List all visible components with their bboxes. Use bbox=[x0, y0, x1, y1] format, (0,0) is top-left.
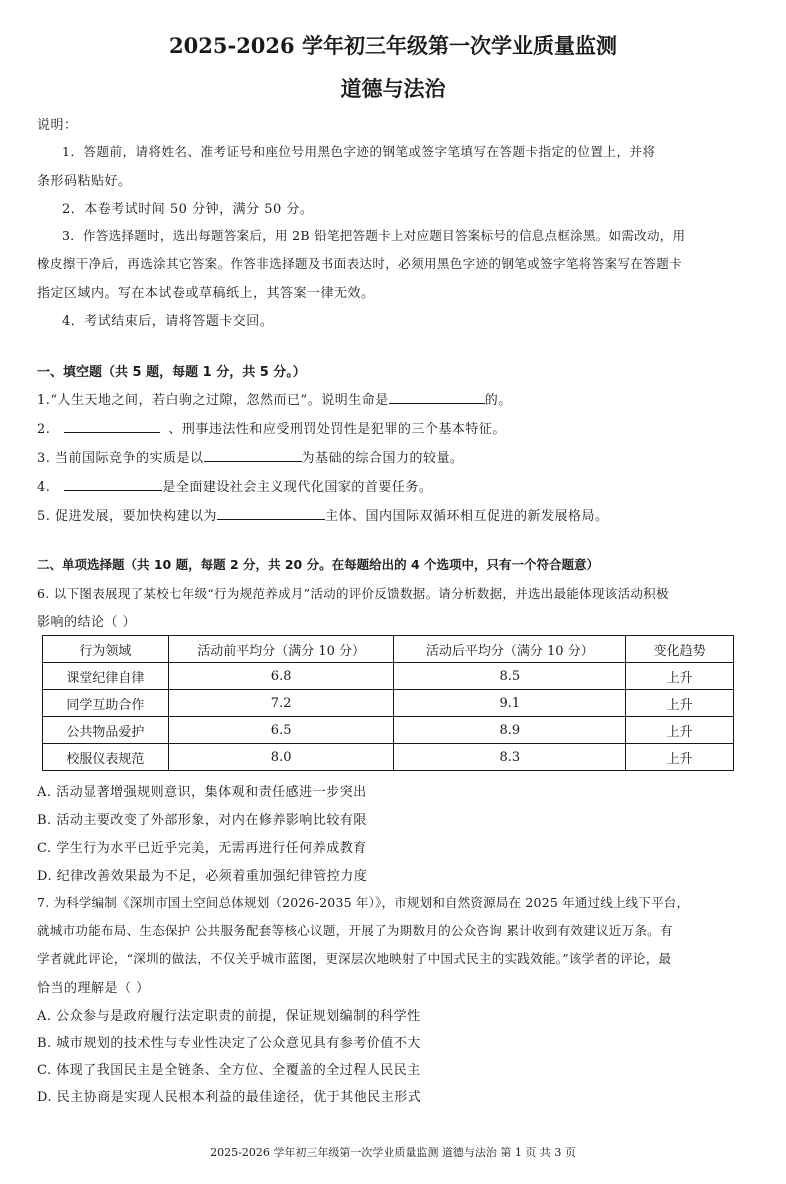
q6-option-c: C. 学生行为水平已近乎完美，无需再进行任何养成教育 bbox=[37, 841, 367, 856]
table-row bbox=[43, 717, 734, 744]
q7-option-d: D. 民主协商是实现人民根本利益的最佳途径，优于其他民主形式 bbox=[37, 1090, 422, 1105]
q7-option-c: C. 体现了我国民主是全链条、全方位、全覆盖的全过程人民民主 bbox=[37, 1063, 421, 1078]
q7-stem: 学者就此评论，“深圳的做法，不仅关乎城市蓝图，更深层次地映射了中国式民主的实践效能。”该学者的评论，最 bbox=[37, 951, 672, 966]
instruction-line: 指定区域内。写在本试卷或草稿纸上，其答案一律无效。 bbox=[37, 286, 375, 301]
q6-stem: 影响的结论（ ） bbox=[37, 615, 137, 630]
table-cell: 上升 bbox=[626, 663, 734, 690]
table-cell: 8.9 bbox=[394, 717, 626, 744]
q5-text-post: 主体、国内国际双循环相互促进的新发展格局。 bbox=[325, 509, 609, 524]
evaluation-table bbox=[42, 635, 734, 771]
question-2 bbox=[37, 418, 506, 437]
table-header-cell: 行为领域 bbox=[43, 636, 169, 663]
q7-stem: 就城市功能布局、生态保护 公共服务配套等核心议题，开展了为期数月的公众咨询 累计收到有效建议近万条。有 bbox=[37, 923, 673, 938]
table-cell: 9.1 bbox=[394, 690, 626, 717]
answer-blank bbox=[217, 507, 325, 520]
q7-stem: 7. 为科学编制《深圳市国土空间总体规划（2026-2035 年）》，市规划和自然资源局在 2025 年通过线上线下平台， bbox=[37, 895, 690, 910]
answer-blank bbox=[64, 478, 162, 491]
table-cell: 8.0 bbox=[168, 744, 394, 771]
instruction-line: 1．答题前，请将姓名、准考证号和座位号用黑色字迹的钢笔或签字笔填写在答题卡指定的位置上，并将 bbox=[62, 144, 656, 159]
q2-text-pre: 2. bbox=[37, 422, 51, 437]
table-cell: 8.3 bbox=[394, 744, 626, 771]
exam-title: 2025-2026 学年初三年级第一次学业质量监测 bbox=[169, 33, 617, 58]
q5-text-pre: 5. 促进发展，要加快构建以为 bbox=[37, 509, 218, 524]
q1-text-pre: 1.“人生天地之间，若白驹之过隙，忽然而已”。说明生命是 bbox=[37, 393, 389, 408]
section2-heading: 二、单项选择题（共 10 题，每题 2 分，共 20 分。在每题给出的 4 个选项中，只有一个符合题意） bbox=[37, 557, 600, 572]
question-5 bbox=[37, 505, 609, 524]
q6-option-b: B. 活动主要改变了外部形象，对内在修养影响比较有限 bbox=[37, 813, 367, 828]
answer-blank bbox=[64, 420, 160, 433]
section1-heading: 一、填空题（共 5 题，每题 1 分，共 5 分。） bbox=[37, 365, 306, 380]
table-header-cell: 变化趋势 bbox=[626, 636, 734, 663]
table-cell: 8.5 bbox=[394, 663, 626, 690]
q7-option-a: A. 公众参与是政府履行法定职责的前提，保证规划编制的科学性 bbox=[37, 1009, 421, 1024]
table-row bbox=[43, 663, 734, 690]
instruction-line: 条形码粘贴好。 bbox=[37, 174, 132, 189]
question-4 bbox=[37, 476, 432, 495]
page-footer: 2025-2026 学年初三年级第一次学业质量监测 道德与法治 第 1 页 共 3 页 bbox=[210, 1146, 576, 1159]
instruction-line: 橡皮擦干净后，再选涂其它答案。作答非选择题及书面表达时，必须用黑色字迹的钢笔或签字笔将答案写在答题卡 bbox=[37, 256, 683, 271]
instructions-label: 说明： bbox=[37, 118, 78, 133]
table-header-row bbox=[43, 636, 734, 663]
answer-blank bbox=[204, 449, 302, 462]
q2-text-post: 、刑事违法性和应受刑罚处罚性是犯罪的三个基本特征。 bbox=[168, 422, 506, 437]
table-row bbox=[43, 744, 734, 771]
instruction-line: 3．作答选择题时，选出每题答案后，用 2B 铅笔把答题卡上对应题目答案标号的信息点框涂黑。如需改动，用 bbox=[62, 228, 686, 243]
q6-stem: 6. 以下图表展现了某校七年级“行为规范养成月”活动的评价反馈数据。请分析数据，并选出最能体现该活动积极 bbox=[37, 586, 669, 601]
subject-title: 道德与法治 bbox=[340, 76, 446, 101]
table-cell: 7.2 bbox=[168, 690, 394, 717]
table-cell: 校服仪表规范 bbox=[43, 744, 169, 771]
table-cell: 上升 bbox=[626, 717, 734, 744]
table-cell: 上升 bbox=[626, 690, 734, 717]
table-cell: 上升 bbox=[626, 744, 734, 771]
table-cell: 公共物品爱护 bbox=[43, 717, 169, 744]
table-cell: 6.8 bbox=[168, 663, 394, 690]
q7-stem: 恰当的理解是（ ） bbox=[37, 981, 150, 996]
q1-text-post: 的。 bbox=[484, 393, 512, 408]
table-cell: 课堂纪律自律 bbox=[43, 663, 169, 690]
q6-option-a: A. 活动显著增强规则意识，集体观和责任感进一步突出 bbox=[37, 785, 367, 800]
instruction-line: 2．本卷考试时间 50 分钟，满分 50 分。 bbox=[62, 202, 314, 217]
table-row bbox=[43, 690, 734, 717]
q4-text-pre: 4. bbox=[37, 480, 51, 495]
q6-option-d: D. 纪律改善效果最为不足，必须着重加强纪律管控力度 bbox=[37, 869, 368, 884]
table-header-cell: 活动前平均分（满分 10 分） bbox=[168, 636, 394, 663]
answer-blank bbox=[389, 391, 485, 404]
q4-text-post: 是全面建设社会主义现代化国家的首要任务。 bbox=[162, 480, 433, 495]
table-header-cell: 活动后平均分（满分 10 分） bbox=[394, 636, 626, 663]
q3-text-pre: 3. 当前国际竞争的实质是以 bbox=[37, 451, 204, 466]
table-cell: 6.5 bbox=[168, 717, 394, 744]
instruction-line: 4．考试结束后，请将答题卡交回。 bbox=[62, 314, 274, 329]
question-1 bbox=[37, 389, 512, 408]
q7-option-b: B. 城市规划的技术性与专业性决定了公众意见具有参考价值不大 bbox=[37, 1036, 421, 1051]
question-3 bbox=[37, 447, 464, 466]
table-cell: 同学互助合作 bbox=[43, 690, 169, 717]
q3-text-post: 为基础的综合国力的较量。 bbox=[301, 451, 464, 466]
